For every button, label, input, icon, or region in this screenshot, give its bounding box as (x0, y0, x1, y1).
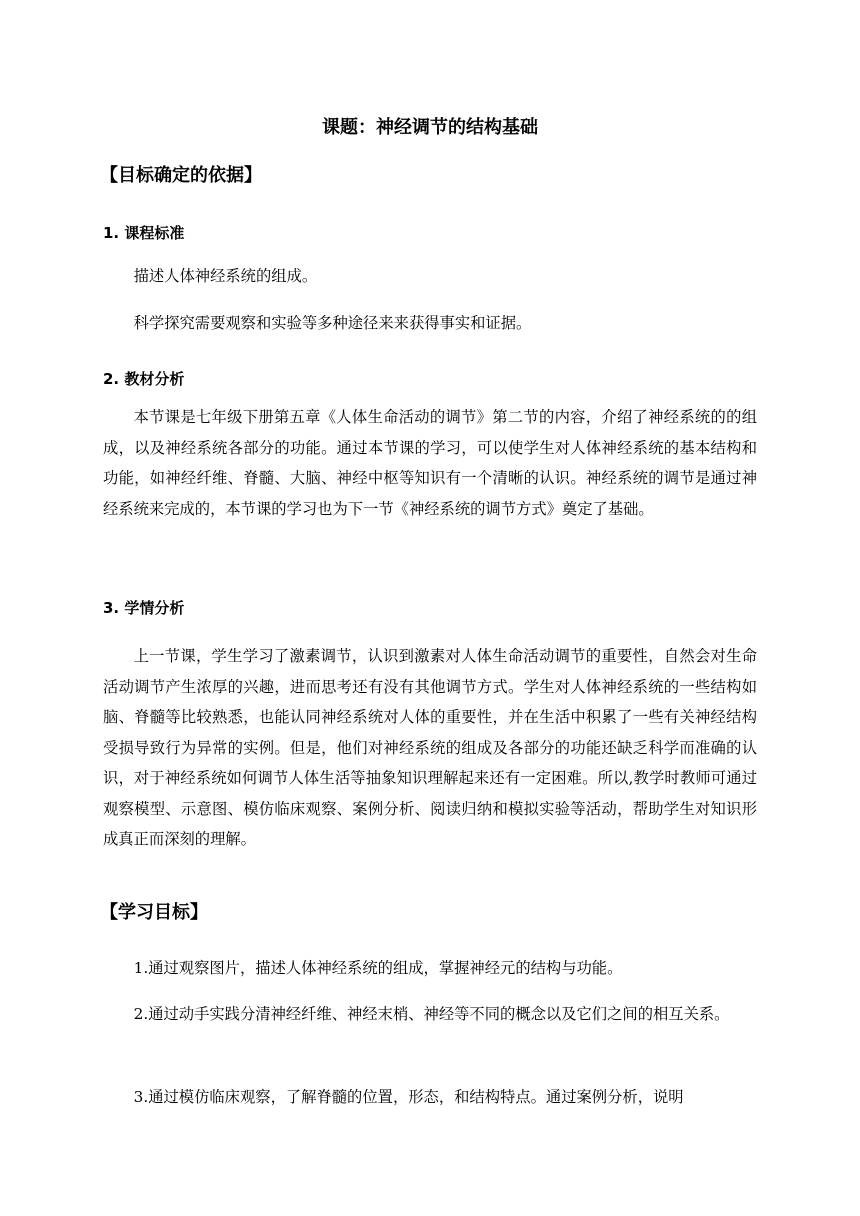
section-heading-objectives: 【学习目标】 (100, 902, 208, 923)
paragraph-standard-2: 科学探究需要观察和实验等多种途径来来获得事实和证据。 (133, 314, 532, 332)
paragraph-standard-1: 描述人体神经系统的组成。 (133, 267, 318, 285)
paragraph-textbook-analysis: 本节课是七年级下册第五章《人体生命活动的调节》第二节的内容，介绍了神经系统的的组成，以及神经系统各部分的功能。通过本节课的学习，可以使学生对人体神经系统的基本结构和功能，如神经纤维、脊髓、大脑、神经中枢等知识有一个清晰的认识。神经系统的调节是通过神经系统来完成的，本节课的学习也为下一节《神经系统的调节方式》奠定了基础。 (103, 408, 757, 518)
objective-item-1: 1.通过观察图片，描述人体神经系统的组成，掌握神经元的结构与功能。 (133, 959, 623, 977)
section-heading-basis: 【目标确定的依据】 (100, 165, 262, 186)
paragraph-learner-analysis: 上一节课，学生学习了激素调节，认识到激素对人体生命活动调节的重要性，自然会对生命活动调节产生浓厚的兴趣，进而思考还有没有其他调节方式。学生对人体神经系统的一些结构如脑、脊髓等比较熟悉，也能认同神经系统对人体的重要性，并在生活中积累了一些有关神经结构受损导致行为异常的实例。但是，他们对神经系统的组成及各部分的功能还缺乏科学而准确的认识，对于神经系统如何调节人体生活等抽象知识理解起来还有一定困难。所以,教学时教师可通过观察模型、示意图、模仿临床观察、案例分析、阅读归纳和模拟实验等活动，帮助学生对知识形成真正而深刻的理解。 (103, 647, 757, 848)
subheading-curriculum-standard: 1. 课程标准 (103, 224, 185, 242)
objective-item-2: 2.通过动手实践分清神经纤维、神经末梢、神经等不同的概念以及它们之间的相互关系。 (133, 1005, 730, 1023)
subheading-textbook-analysis: 2. 教材分析 (103, 370, 185, 388)
objective-item-3: 3.通过模仿临床观察，了解脊髓的位置，形态，和结构特点。通过案例分析，说明 (133, 1088, 684, 1106)
subheading-learner-analysis: 3. 学情分析 (103, 599, 185, 617)
page-title: 课题：神经调节的结构基础 (322, 117, 538, 138)
